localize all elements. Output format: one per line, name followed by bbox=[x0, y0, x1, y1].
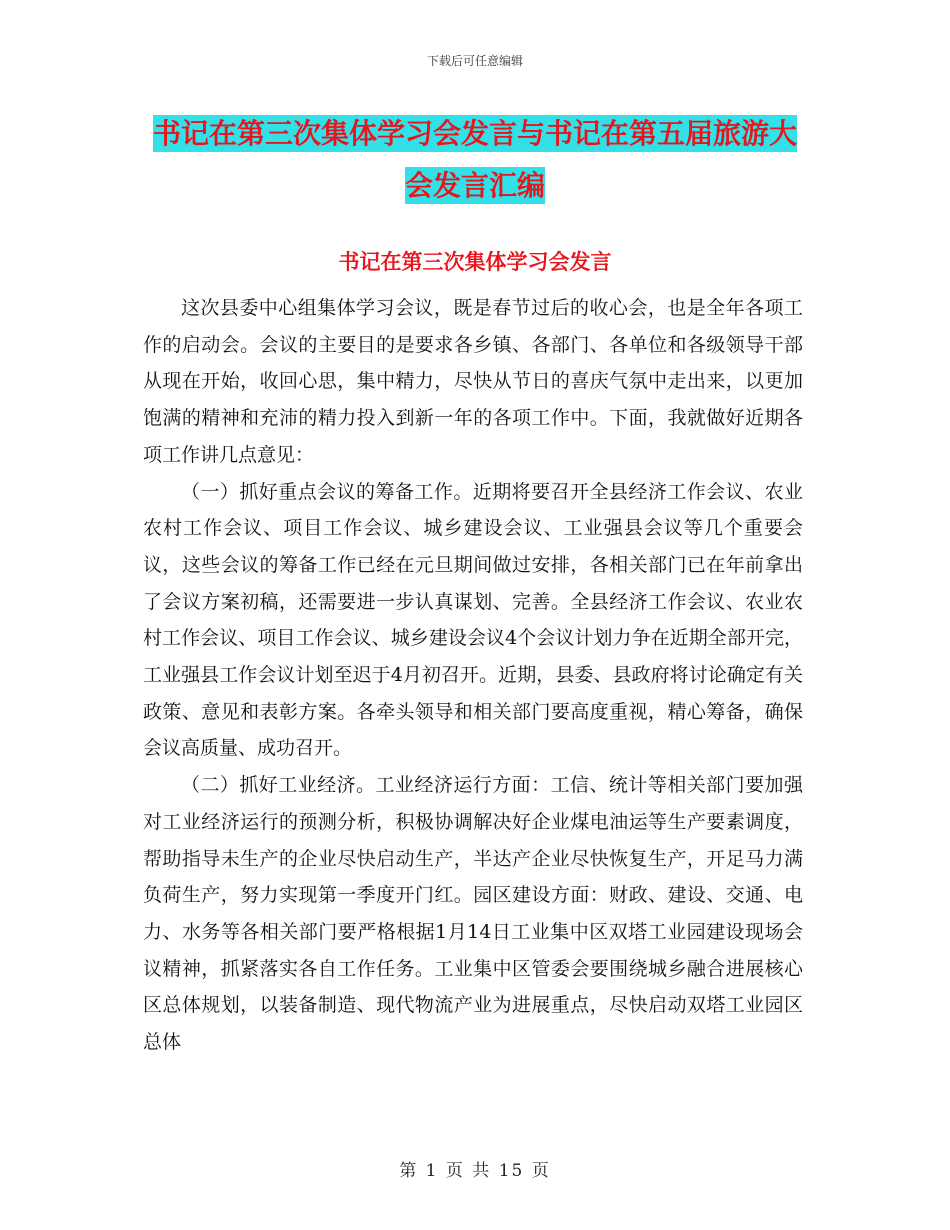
document-title-line2: 会发言汇编 bbox=[404, 169, 545, 202]
page-header-note: 下载后可任意编辑 bbox=[426, 54, 523, 68]
document-title-line1: 书记在第三次集体学习会发言与书记在第五届旅游大 bbox=[152, 117, 797, 150]
paragraph: 这次县委中心组集体学习会议，既是春节过后的收心会，也是全年各项工作的启动会。会议的主要目的是要求各乡镇、各部门、各单位和各级领导干部从现在开始，收回心思，集中精力，尽快从节日的喜庆气氛中走出来，以更加饱满的精神和充沛的精力投入到新一年的各项工作中。下面，我就做好近期各项工作讲几点意见： bbox=[143, 297, 803, 466]
paragraph: （一）抓好重点会议的筹备工作。近期将要召开全县经济工作会议、农业农村工作会议、项目工作会议、城乡建设会议、工业强县会议等几个重要会议，这些会议的筹备工作已经在元旦期间做过安排，各相关部门已在年前拿出了会议方案初稿，还需要进一步认真谋划、完善。全县经济工作会议、农业农村工作会议、项目工作会议、城乡建设会议4个会议计划力争在近期全部开完，工业强县工作会议计划至迟于4月初召开。近期，县委、县政府将讨论确定有关政策、意见和表彰方案。各牵头领导和相关部门要高度重视，精心筹备，确保会议高质量、成功召开。 bbox=[143, 480, 803, 760]
page-number: 第 1 页 共 15 页 bbox=[399, 1161, 551, 1181]
paragraph: （二）抓好工业经济。工业经济运行方面：工信、统计等相关部门要加强对工业经济运行的预测分析，积极协调解决好企业煤电油运等生产要素调度，帮助指导未生产的企业尽快启动生产，半达产企业尽快恢复生产，开足马力满负荷生产，努力实现第一季度开门红。园区建设方面：财政、建设、交通、电力、水务等各相关部门要严格根据1月14日工业集中区双塔工业园建设现场会议精神，抓紧落实各自工作任务。工业集中区管委会要围绕城乡融合进展核心区总体规划，以装备制造、现代物流产业为进展重点，尽快启动双塔工业园区总体 bbox=[143, 774, 803, 1054]
section-title: 书记在第三次集体学习会发言 bbox=[338, 250, 612, 274]
body-text bbox=[143, 290, 803, 1061]
document-title bbox=[140, 108, 810, 212]
